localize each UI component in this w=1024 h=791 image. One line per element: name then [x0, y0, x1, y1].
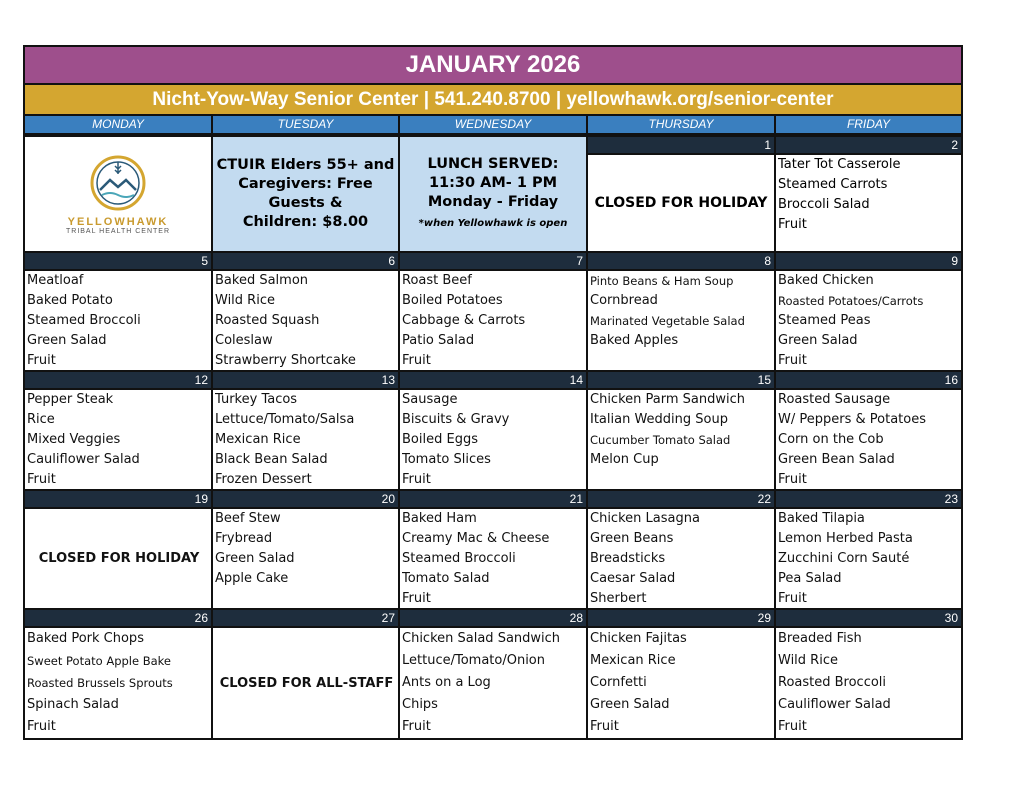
menu-item: Breadsticks	[590, 551, 666, 566]
menu-items	[776, 153, 961, 235]
menu-item: Roasted Brussels Sprouts	[27, 676, 173, 690]
menu-item: Biscuits & Gravy	[402, 412, 510, 427]
menu-item: Fruit	[402, 591, 431, 606]
date-number-row	[25, 491, 961, 507]
calendar-title: JANUARY 2026	[25, 47, 961, 85]
date-number: 26	[25, 610, 213, 626]
menu-items	[588, 509, 776, 608]
menu-item	[215, 589, 398, 609]
menu-items	[588, 628, 776, 738]
menu-item: Roasted Broccoli	[778, 675, 887, 690]
menu-item: Caesar Salad	[590, 571, 676, 586]
menu-item: Steamed Broccoli	[402, 551, 516, 566]
date-number: 22	[588, 491, 776, 507]
week-4	[25, 489, 961, 608]
pricing-line: Guests &	[268, 195, 343, 211]
menu-item: Fruit	[402, 472, 431, 487]
menu-item: Strawberry Shortcake	[215, 353, 356, 368]
menu-item: Sausage	[402, 392, 458, 407]
closed-holiday-label: CLOSED FOR HOLIDAY	[588, 153, 774, 251]
menu-item: Baked Chicken	[778, 273, 874, 288]
menu-item: Fruit	[778, 353, 807, 368]
date-number: 1	[588, 135, 774, 153]
menu-item: Patio Salad	[402, 333, 475, 348]
menu-items	[400, 628, 588, 738]
weekday-tuesday: TUESDAY	[213, 116, 400, 133]
menu-item: Breaded Fish	[778, 631, 862, 646]
menu-item: Zucchini Corn Sauté	[778, 551, 910, 566]
menu-items	[400, 509, 588, 608]
menu-item: Turkey Tacos	[215, 392, 298, 407]
date-number: 27	[213, 610, 400, 626]
menu-item: Wild Rice	[215, 293, 275, 308]
logo-cell	[25, 135, 213, 251]
weekday-wednesday: WEDNESDAY	[400, 116, 588, 133]
menu-item	[590, 351, 774, 371]
lunch-line: LUNCH SERVED:	[427, 156, 559, 172]
lunch-note: *when Yellowhawk is open	[418, 218, 568, 229]
menu-item: W/ Peppers & Potatoes	[778, 412, 926, 427]
menu-item: Pinto Beans & Ham Soup	[590, 274, 734, 288]
menu-item: Ants on a Log	[402, 675, 491, 690]
menu-item: Apple Cake	[215, 571, 289, 586]
menu-item: Fruit	[402, 353, 431, 368]
menu-item: Fruit	[778, 217, 807, 232]
menu-item: Chicken Fajitas	[590, 631, 687, 646]
menu-items	[213, 390, 400, 489]
weekday-header-row	[25, 116, 961, 133]
date-number-row	[25, 253, 961, 269]
menu-item: Boiled Potatoes	[402, 293, 503, 308]
date-number: 30	[776, 610, 961, 626]
date-number: 12	[25, 372, 213, 388]
date-number-row	[25, 372, 961, 388]
menu-item: Green Salad	[590, 697, 670, 712]
menu-item: Fruit	[778, 591, 807, 606]
menu-item: Sweet Potato Apple Bake	[27, 654, 171, 668]
menu-items	[588, 390, 776, 489]
lunch-line: 11:30 AM- 1 PM	[428, 175, 558, 191]
menu-item: Chips	[402, 697, 438, 712]
pricing-line: Caregivers: Free	[238, 176, 373, 192]
menu-item: Baked Apples	[590, 333, 679, 348]
menu-items	[25, 271, 213, 370]
date-number: 5	[25, 253, 213, 269]
menu-item: Fruit	[590, 719, 619, 734]
week-1	[25, 133, 961, 251]
menu-item: Cucumber Tomato Salad	[590, 433, 731, 447]
week-3	[25, 370, 961, 489]
date-number: 28	[400, 610, 588, 626]
menu-item: Frybread	[215, 531, 273, 546]
lunch-line: Monday - Friday	[427, 194, 559, 210]
menu-item: Lettuce/Tomato/Salsa	[215, 412, 355, 427]
menu-item: Baked Pork Chops	[27, 631, 144, 646]
menu-row	[25, 269, 961, 370]
menu-item: Baked Potato	[27, 293, 113, 308]
menu-item: Baked Salmon	[215, 273, 309, 288]
menu-item: Steamed Peas	[778, 313, 871, 328]
menu-item: Roasted Sausage	[778, 392, 891, 407]
menu-item: Steamed Carrots	[778, 177, 888, 192]
menu-item: Fruit	[778, 719, 807, 734]
date-number: 13	[213, 372, 400, 388]
menu-item: Green Salad	[27, 333, 107, 348]
menu-item: Tater Tot Casserole	[778, 157, 901, 172]
logo-subtitle: TRIBAL HEALTH CENTER	[65, 227, 170, 235]
menu-item: Cauliflower Salad	[27, 452, 140, 467]
menu-item: Mexican Rice	[215, 432, 301, 447]
pricing-info	[213, 135, 400, 251]
menu-item: Coleslaw	[215, 333, 273, 348]
menu-item: Corn on the Cob	[778, 432, 884, 447]
menu-item: Mixed Veggies	[27, 432, 121, 447]
menu-item: Fruit	[778, 472, 807, 487]
menu-items	[776, 390, 961, 489]
menu-item: Fruit	[27, 472, 56, 487]
menu-item: Baked Tilapia	[778, 511, 865, 526]
date-number: 15	[588, 372, 776, 388]
weekday-monday: MONDAY	[25, 116, 213, 133]
menu-item: Chicken Salad Sandwich	[402, 631, 561, 646]
menu-item: Tomato Slices	[402, 452, 491, 467]
weeks-container	[25, 251, 961, 738]
menu-item: Sherbert	[590, 591, 647, 606]
closed-all-staff-label: CLOSED FOR ALL-STAFF	[213, 628, 400, 738]
menu-item: Marinated Vegetable Salad	[590, 314, 745, 328]
menu-item: Cabbage & Carrots	[402, 313, 526, 328]
menu-item: Wild Rice	[778, 653, 838, 668]
menu-item: Tomato Salad	[402, 571, 490, 586]
menu-item: Steamed Broccoli	[27, 313, 141, 328]
menu-item: Green Bean Salad	[778, 452, 895, 467]
menu-items	[588, 271, 776, 370]
date-number: 29	[588, 610, 776, 626]
menu-item: Chicken Parm Sandwich	[590, 392, 745, 407]
center-contact-banner: Nicht-Yow-Way Senior Center | 541.240.8700 | yellowhawk.org/senior-center	[25, 85, 961, 116]
menu-items	[776, 628, 961, 738]
menu-item: Cauliflower Salad	[778, 697, 891, 712]
menu-row	[25, 388, 961, 489]
weekday-friday: FRIDAY	[776, 116, 961, 133]
menu-item: Fruit	[27, 719, 56, 734]
menu-item: Creamy Mac & Cheese	[402, 531, 550, 546]
date-number: 21	[400, 491, 588, 507]
menu-item: Boiled Eggs	[402, 432, 478, 447]
menu-item: Cornfetti	[590, 675, 647, 690]
week-5	[25, 608, 961, 738]
menu-item	[590, 470, 774, 490]
menu-item: Broccoli Salad	[778, 197, 870, 212]
menu-items	[400, 271, 588, 370]
menu-item: Pepper Steak	[27, 392, 114, 407]
date-number: 8	[588, 253, 776, 269]
day-jan-2	[776, 135, 961, 251]
date-number: 9	[776, 253, 961, 269]
menu-items	[25, 390, 213, 489]
menu-item: Chicken Lasagna	[590, 511, 700, 526]
weekday-thursday: THURSDAY	[588, 116, 776, 133]
menu-items	[213, 509, 400, 608]
pricing-line: Children: $8.00	[242, 214, 369, 230]
menu-item: Lettuce/Tomato/Onion	[402, 653, 545, 668]
menu-item: Green Salad	[778, 333, 858, 348]
menu-item: Beef Stew	[215, 511, 281, 526]
menu-row	[25, 626, 961, 738]
date-number: 20	[213, 491, 400, 507]
date-number-row	[25, 610, 961, 626]
menu-item: Italian Wedding Soup	[590, 412, 728, 427]
date-number: 2	[776, 135, 961, 153]
date-number: 19	[25, 491, 213, 507]
menu-item: Roasted Potatoes/Carrots	[778, 294, 924, 308]
menu-items	[776, 509, 961, 608]
day-jan-1	[588, 135, 776, 251]
yellowhawk-logo-icon	[88, 154, 148, 212]
menu-item: Rice	[27, 412, 55, 427]
menu-item: Green Salad	[215, 551, 295, 566]
pricing-line: CTUIR Elders 55+ and	[216, 157, 395, 173]
menu-item: Spinach Salad	[27, 697, 119, 712]
date-number: 23	[776, 491, 961, 507]
menu-item: Lemon Herbed Pasta	[778, 531, 913, 546]
menu-item: Meatloaf	[27, 273, 84, 288]
menu-items	[400, 390, 588, 489]
menu-item: Mexican Rice	[590, 653, 676, 668]
menu-item: Roast Beef	[402, 273, 472, 288]
menu-items	[213, 271, 400, 370]
menu-item: Green Beans	[590, 531, 674, 546]
menu-item: Melon Cup	[590, 452, 659, 467]
lunch-hours-info	[400, 135, 588, 251]
menu-item: Black Bean Salad	[215, 452, 328, 467]
menu-item: Frozen Dessert	[215, 472, 312, 487]
menu-row	[25, 507, 961, 608]
menu-items	[25, 628, 213, 738]
date-number: 6	[213, 253, 400, 269]
menu-items	[776, 271, 961, 370]
date-number: 7	[400, 253, 588, 269]
week-2	[25, 251, 961, 370]
menu-item: Baked Ham	[402, 511, 477, 526]
closed-holiday-label: CLOSED FOR HOLIDAY	[25, 509, 213, 608]
date-number: 16	[776, 372, 961, 388]
menu-item: Fruit	[27, 353, 56, 368]
menu-item: Roasted Squash	[215, 313, 320, 328]
date-number: 14	[400, 372, 588, 388]
menu-item: Cornbread	[590, 293, 658, 308]
logo-wordmark: YELLOWHAWK	[67, 215, 169, 228]
menu-item: Fruit	[402, 719, 431, 734]
menu-calendar	[23, 45, 963, 740]
menu-item: Pea Salad	[778, 571, 842, 586]
